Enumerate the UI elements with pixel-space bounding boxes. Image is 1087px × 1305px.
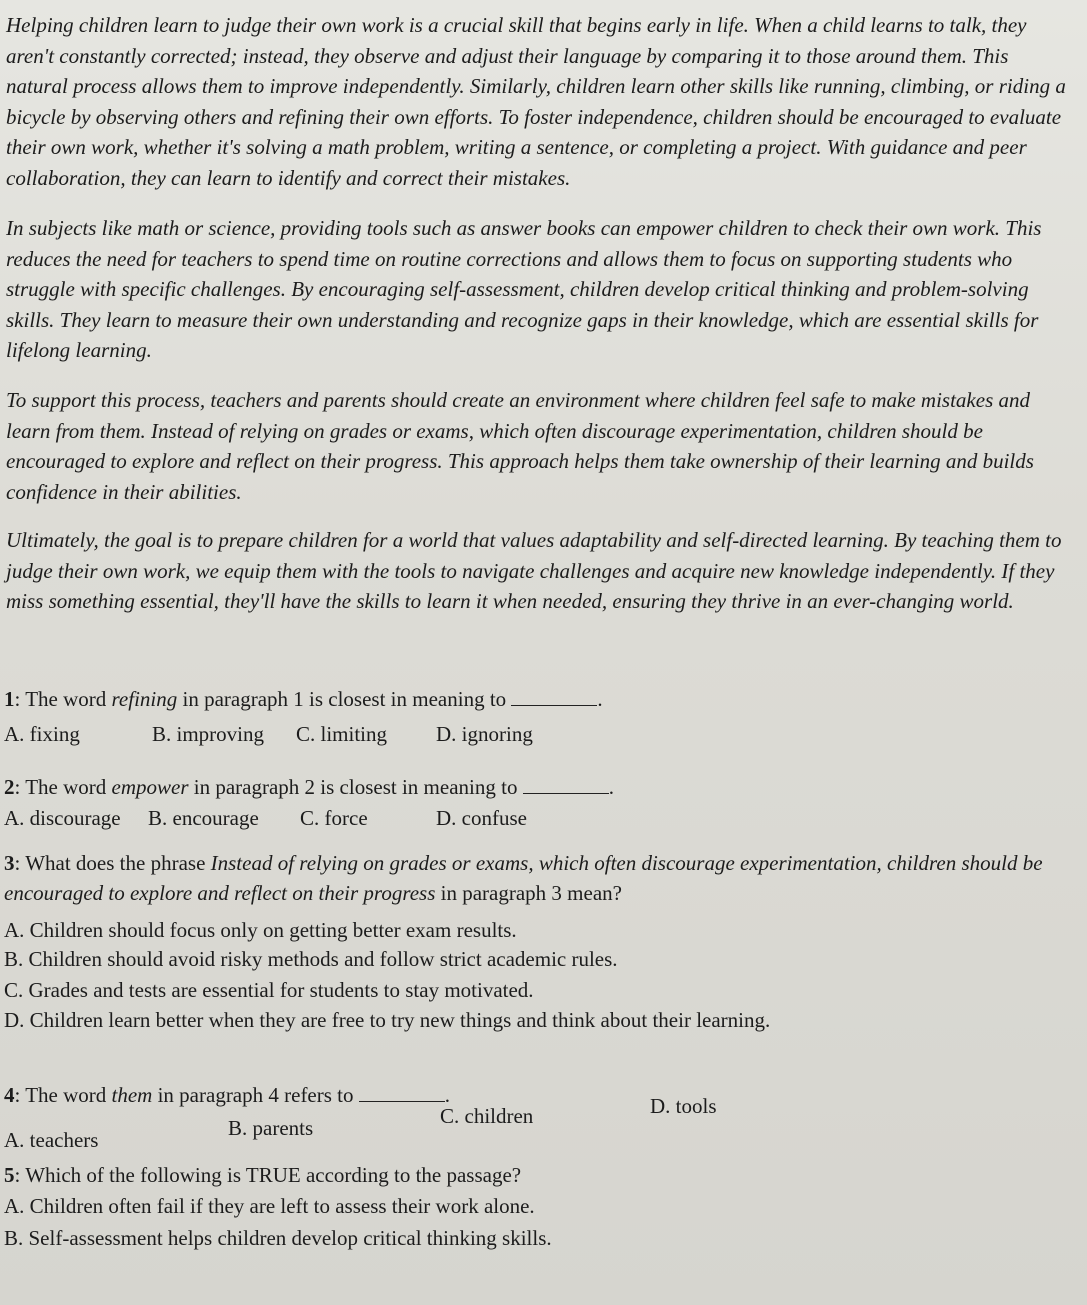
question-4: 4: The word them in paragraph 4 refers to . [4,1083,451,1107]
question-term: Instead of relying on grades or exams, which often discourage experimentation, children should be encouraged to explore and reflect on their progress [4,851,1043,905]
option-a[interactable]: A. fixing [4,722,80,746]
option-d[interactable]: D. ignoring [436,722,533,746]
question-term: empower [111,775,189,799]
question-number: 1 [4,687,15,711]
option-b[interactable]: B. parents [228,1116,314,1140]
option-a[interactable]: A. discourage [4,806,121,830]
question-3: 3: What does the phrase Instead of relying on grades or exams, which often discourage experimentation, children should be encouraged to explore and reflect on their progress in paragraph 3 mean? [4,851,1043,905]
question-3-option-d[interactable]: D. Children learn better when they are free to try new things and think about their learning. [4,1008,771,1032]
question-3-option-c[interactable]: C. Grades and tests are essential for students to stay motivated. [4,978,534,1002]
passage-paragraph-4: Ultimately, the goal is to prepare children for a world that values adaptability and self-directed learning. By teaching them to judge their own work, we equip them with the tools to navigate challenges and acquire new knowledge independently. If they miss something essential, they'll have the skills to learn it when needed, ensuring they thrive in an ever-changing world. [6,528,1062,613]
option-b[interactable]: B. encourage [148,806,259,830]
question-5-option-b[interactable]: B. Self-assessment helps children develop critical thinking skills. [4,1226,552,1250]
question-number: 2 [4,775,15,799]
question-number: 4 [4,1083,15,1107]
question-2: 2: The word empower in paragraph 2 is closest in meaning to . [4,775,614,799]
question-3-option-a[interactable]: A. Children should focus only on getting better exam results. [4,918,517,942]
passage-paragraph-1: Helping children learn to judge their own work is a crucial skill that begins early in life. When a child learns to talk, they aren't constantly corrected; instead, they observe and adjust their language by comparing it to those around them. This natural process allows them to improve independently. Similarly, children learn other skills like running, climbing, or riding a bicycle by observing others and refining their own efforts. To foster independence, children should be encouraged to evaluate their own work, whether it's solving a math problem, writing a sentence, or completing a project. With guidance and peer collaboration, they can learn to identify and correct their mistakes. [6,13,1066,190]
option-d[interactable]: D. confuse [436,806,527,830]
option-b[interactable]: B. improving [152,722,265,746]
option-c[interactable]: C. limiting [296,722,388,746]
option-c[interactable]: C. children [440,1104,534,1128]
option-d[interactable]: D. tools [650,1094,717,1118]
option-c[interactable]: C. force [300,806,368,830]
question-term: them [111,1083,153,1107]
question-number: 3 [4,851,15,875]
question-term: refining [111,687,178,711]
option-a[interactable]: A. teachers [4,1128,99,1152]
question-3-option-b[interactable]: B. Children should avoid risky methods and follow strict academic rules. [4,947,618,971]
answer-blank[interactable] [523,775,609,794]
passage-paragraph-2: In subjects like math or science, providing tools such as answer books can empower children to check their own work. This reduces the need for teachers to spend time on routine corrections and allows them to focus on supporting students who struggle with specific challenges. By encouraging self-assessment, children develop critical thinking and problem-solving skills. They learn to measure their own understanding and recognize gaps in their knowledge, which are essential skills for lifelong learning. [6,216,1042,362]
question-5-option-a[interactable]: A. Children often fail if they are left to assess their work alone. [4,1194,535,1218]
question-1: 1: The word refining in paragraph 1 is closest in meaning to . [4,687,603,711]
passage-paragraph-3: To support this process, teachers and parents should create an environment where children feel safe to make mistakes and learn from them. Instead of relying on grades or exams, which often discourage experimentation, children should be encouraged to explore and reflect on their progress. This approach helps them take ownership of their learning and builds confidence in their abilities. [6,388,1034,504]
question-number: 5 [4,1163,15,1187]
question-5: 5: Which of the following is TRUE according to the passage? [4,1163,522,1187]
answer-blank[interactable] [511,687,597,706]
